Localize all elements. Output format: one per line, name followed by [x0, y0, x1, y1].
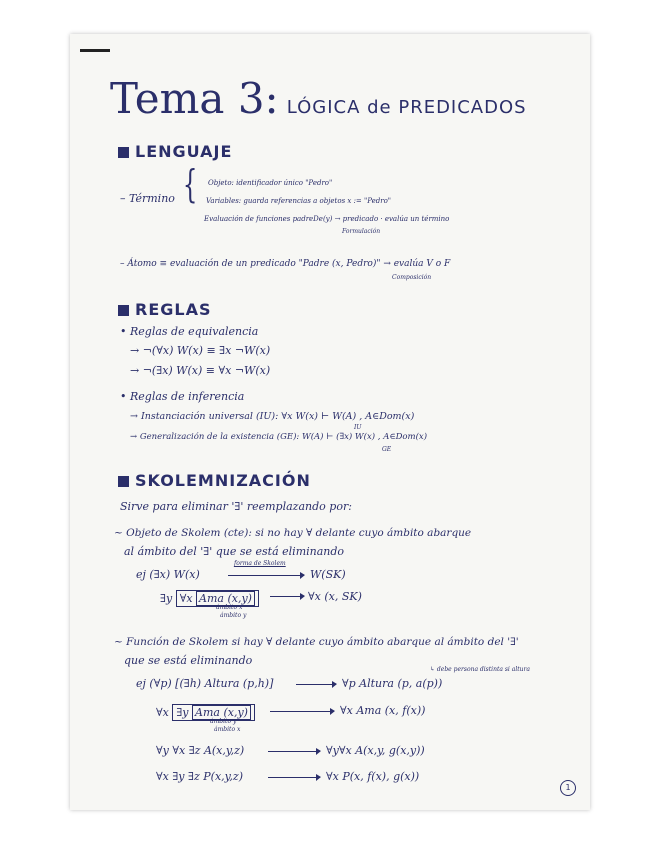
iu-subscript: IU	[354, 424, 362, 431]
example-4-right: ∀x Ama (x, f(x))	[340, 704, 426, 717]
example-1-right: W(SK)	[310, 568, 346, 581]
example-4-left	[156, 704, 255, 721]
title-sub: LÓGICA de PREDICADOS	[286, 97, 527, 118]
section-lenguaje	[118, 142, 232, 161]
notebook-page	[70, 34, 590, 810]
example-6-right: ∀x P(x, f(x), g(x))	[326, 770, 420, 783]
termino-item: Evaluación de funciones padreDe(y) → predicado · evalúa un término	[204, 215, 450, 223]
example-1-arrow-label: forma de Skolem	[234, 560, 286, 567]
example-5-left: ∀y ∀x ∃z A(x,y,z)	[156, 744, 245, 757]
title-main: Tema 3:	[110, 74, 279, 123]
right-arrow-icon	[228, 575, 304, 576]
atomo-note: Composición	[392, 274, 432, 281]
equivalencia-rule: → ¬(∃x) W(x) ≡ ∀x ¬W(x)	[130, 364, 271, 377]
objeto-cont: al ámbito del '∃' que se está eliminando	[124, 545, 345, 558]
scope-label: ámbito x	[216, 604, 243, 611]
scope-box-inner: Ama (x,y)	[196, 591, 255, 606]
example-3-right: ∀p Altura (p, a(p))	[342, 677, 443, 690]
right-arrow-icon	[270, 711, 334, 712]
atomo-line: – Átomo ≡ evaluación de un predicado "Padre (x, Pedro)" → evalúa V o F	[120, 259, 451, 269]
inferencia-rule: → Generalización de la existencia (GE): W(A) ⊢ (∃x) W(x) , A∈Dom(x)	[130, 432, 428, 442]
exists-prefix: ∃y	[160, 592, 173, 605]
scope-label: ámbito y	[210, 718, 237, 725]
equivalencia-rule: → ¬(∀x) W(x) ≡ ∃x ¬W(x)	[130, 344, 271, 357]
scope-label: ámbito x	[214, 726, 241, 733]
scope-box-inner: Ama (x,y)	[192, 705, 251, 720]
funcion-note: ↳ debe persona distinta si altura	[430, 666, 530, 673]
objeto-title: ~ Objeto de Skolem (cte): si no hay ∀ delante cuyo ámbito abarque	[114, 527, 472, 539]
funcion-cont: que se está eliminando	[124, 654, 253, 667]
section-heading: REGLAS	[135, 300, 212, 319]
example-3-left: ej (∀p) [(∃h) Altura (p,h)]	[136, 677, 274, 690]
equivalencia-title: • Reglas de equivalencia	[120, 325, 259, 338]
example-2-right: ∀x (x, SK)	[308, 590, 362, 603]
termino-note: Formulación	[342, 228, 381, 235]
example-6-left: ∀x ∃y ∃z P(x,y,z)	[156, 770, 244, 783]
square-bullet-icon	[118, 476, 129, 487]
termino-label: – Término	[120, 192, 175, 205]
example-1-left: ej (∃x) W(x)	[136, 568, 200, 581]
inferencia-rule: → Instanciación universal (IU): ∀x W(x) ⊢ W(A) , A∈Dom(x)	[130, 411, 415, 422]
section-reglas	[118, 300, 211, 319]
ge-subscript: GE	[382, 446, 392, 453]
scope-label: ámbito y	[220, 612, 247, 619]
termino-item: Variables: guarda referencias a objetos x := "Pedro"	[206, 197, 392, 205]
right-arrow-icon	[268, 777, 320, 778]
right-arrow-icon	[268, 751, 320, 752]
example-5-right: ∀y∀x A(x,y, g(x,y))	[326, 744, 425, 757]
page-number: 1	[560, 780, 576, 796]
section-heading: LENGUAJE	[135, 142, 233, 161]
inferencia-title: • Reglas de inferencia	[120, 390, 245, 403]
margin-mark	[80, 49, 110, 52]
square-bullet-icon	[118, 147, 129, 158]
right-arrow-icon	[270, 596, 304, 597]
example-2-left	[160, 590, 259, 607]
forall-prefix: ∀x	[156, 706, 169, 719]
skolem-intro: Sirve para eliminar '∃' reemplazando por:	[120, 500, 352, 513]
page-title	[110, 74, 527, 123]
section-heading: SKOLEMNIZACIÓN	[135, 471, 311, 490]
left-brace-icon: {	[182, 162, 198, 206]
square-bullet-icon	[118, 305, 129, 316]
termino-item: Objeto: identificador único "Pedro"	[208, 179, 333, 187]
right-arrow-icon	[296, 684, 336, 685]
forall-prefix: ∀x	[179, 592, 193, 605]
exists-prefix: ∃y	[176, 706, 189, 719]
section-skolem	[118, 471, 311, 490]
funcion-title: ~ Función de Skolem si hay ∀ delante cuyo ámbito abarque al ámbito del '∃'	[114, 636, 519, 648]
